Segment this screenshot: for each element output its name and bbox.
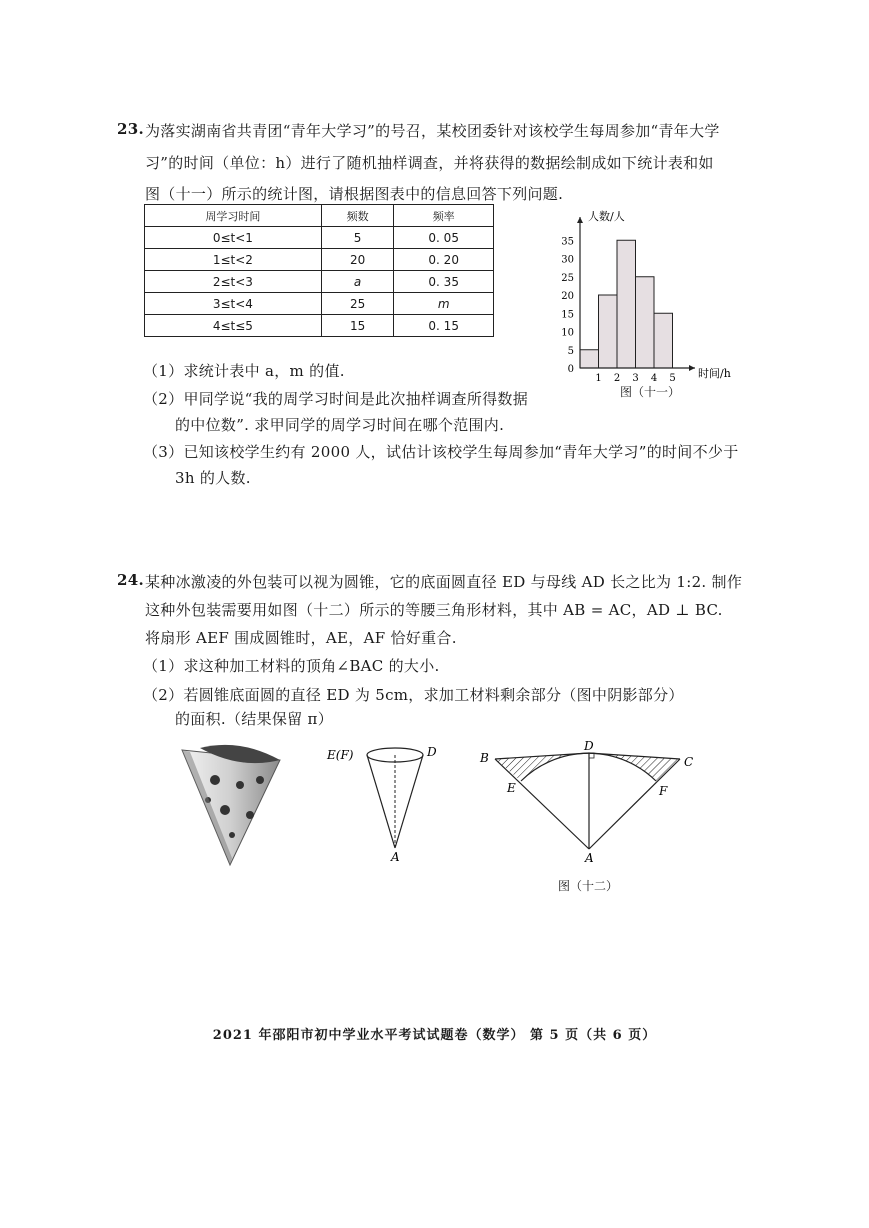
label-d: D <box>584 740 594 753</box>
q24-line-2: 这种外包装需要用如图（十二）所示的等腰三角形材料，其中 AB = AC，AD ⊥ BC. <box>145 601 723 619</box>
q23-line-2: 习”的时间（单位：h）进行了随机抽样调查，并将获得的数据绘制成如下统计表和如 <box>145 154 714 172</box>
table-cell: 5 <box>321 227 394 249</box>
x-axis-label: 时间/h <box>698 367 731 380</box>
table-cell: 20 <box>321 249 394 271</box>
label-b: B <box>480 751 489 765</box>
figure-11-caption: 图（十一） <box>620 385 681 399</box>
cone-diagram <box>325 740 445 865</box>
table-cell: 0. 35 <box>394 271 494 293</box>
y-axis-label: 人数/人 <box>588 210 625 223</box>
x-tick-label: 4 <box>650 373 658 384</box>
cone-left-edge <box>367 755 395 848</box>
label-ef: E(F) <box>327 748 354 762</box>
label-a: A <box>585 851 594 865</box>
y-tick-label: 15 <box>561 309 574 321</box>
segment-ba <box>495 759 589 849</box>
label-f: F <box>659 784 668 798</box>
table-header: 频数 <box>321 205 394 227</box>
q24-sub-2a: （2）若圆锥底面圆的直径 ED 为 5cm，求加工材料剩余部分（图中阴影部分） <box>143 686 684 704</box>
table-cell: 0. 05 <box>394 227 494 249</box>
table-header: 频率 <box>394 205 494 227</box>
table-header-row <box>145 205 494 227</box>
label-d: D <box>427 745 437 759</box>
table-row <box>145 293 494 315</box>
y-tick-label: 5 <box>567 345 574 357</box>
table-header: 周学习时间 <box>145 205 322 227</box>
cone-right-edge <box>395 755 423 848</box>
shaded-region-right <box>589 753 680 781</box>
x-tick-label: 1 <box>595 373 602 384</box>
triangle-sector-diagram <box>470 740 710 865</box>
y-axis-arrow <box>577 217 583 223</box>
table-cell: 25 <box>321 293 394 315</box>
label-c: C <box>684 755 694 769</box>
y-tick-label: 20 <box>561 291 574 302</box>
y-tick-label: 35 <box>561 236 574 248</box>
table-cell: 3≤t<4 <box>145 293 322 315</box>
x-axis-arrow <box>689 365 695 371</box>
histogram-bar <box>580 350 599 368</box>
x-tick-label: 3 <box>632 373 639 384</box>
q24-sub-2b: 的面积.（结果保留 π） <box>175 710 333 728</box>
page-footer: 2021 年邵阳市初中学业水平考试试题卷（数学） 第 5 页（共 6 页） <box>212 1028 657 1043</box>
table-row <box>145 271 494 293</box>
histogram-bar <box>636 277 655 368</box>
table-cell: 0. 20 <box>394 249 494 271</box>
ice-cream-photo <box>170 740 290 870</box>
q24-line-3: 将扇形 AEF 围成圆锥时，AE，AF 恰好重合. <box>145 629 457 647</box>
x-tick-label: 5 <box>669 373 676 384</box>
histogram-bar <box>599 295 618 368</box>
frequency-table <box>144 204 494 337</box>
q23-sub-2b: 的中位数”. 求甲同学的周学习时间在哪个范围内. <box>175 416 505 434</box>
table-cell: 15 <box>321 315 394 337</box>
table-row <box>145 227 494 249</box>
label-a: A <box>391 850 400 864</box>
table-cell: 2≤t<3 <box>145 271 322 293</box>
table-cell: 4≤t≤5 <box>145 315 322 337</box>
q23-line-3: 图（十一）所示的统计图，请根据图表中的信息回答下列问题. <box>145 185 564 203</box>
shaded-region-left <box>495 753 589 781</box>
segment-ca <box>589 759 680 849</box>
q23-sub-3a: （3）已知该校学生约有 2000 人，试估计该校学生每周参加“青年大学习”的时间不少于 <box>143 443 739 461</box>
label-e: E <box>507 781 516 795</box>
table-row <box>145 315 494 337</box>
table-cell: m <box>394 293 494 315</box>
y-tick-label: 0 <box>567 364 574 375</box>
table-cell: 1≤t<2 <box>145 249 322 271</box>
y-tick-label: 10 <box>561 327 574 339</box>
x-tick-label: 2 <box>613 373 621 384</box>
table-cell: 0. 15 <box>394 315 494 337</box>
q24-line-1: 某种冰激凌的外包装可以视为圆锥，它的底面圆直径 ED 与母线 AD 长之比为 1:2. 制作 <box>145 573 743 591</box>
q23-sub-2a: （2）甲同学说“我的周学习时间是此次抽样调查所得数据 <box>143 390 529 408</box>
q23-sub-1: （1）求统计表中 a，m 的值. <box>143 362 345 380</box>
histogram-bar <box>654 313 673 368</box>
histogram-bar <box>617 240 636 368</box>
table-row <box>145 249 494 271</box>
histogram-chart <box>550 205 750 395</box>
y-tick-label: 25 <box>561 272 574 284</box>
q24-number: 24. <box>117 571 144 589</box>
table-cell: 0≤t<1 <box>145 227 322 249</box>
q23-line-1: 为落实湖南省共青团“青年大学习”的号召，某校团委针对该校学生每周参加“青年大学 <box>145 122 720 140</box>
table-cell: a <box>321 271 394 293</box>
q23-number: 23. <box>117 120 144 138</box>
y-tick-label: 30 <box>561 254 574 266</box>
figure-12-caption: 图（十二） <box>558 879 619 893</box>
q23-sub-3b: 3h 的人数. <box>175 469 251 487</box>
q24-sub-1: （1）求这种加工材料的顶角∠BAC 的大小. <box>143 657 440 675</box>
